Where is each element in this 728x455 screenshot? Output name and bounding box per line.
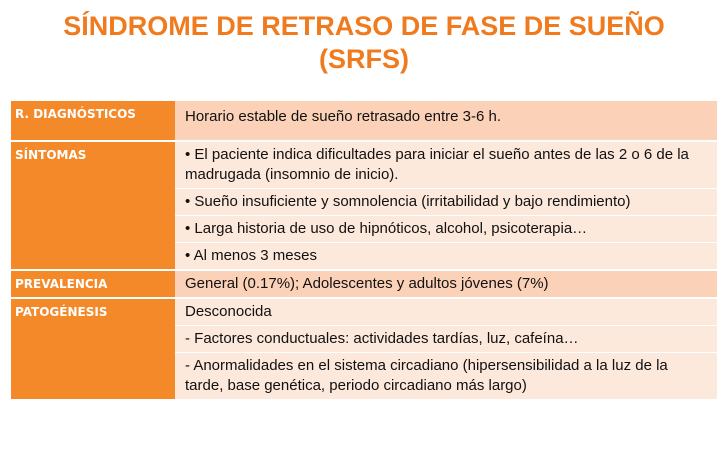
table-row-patogenesis — [11, 298, 717, 400]
row-content — [175, 270, 717, 298]
table-row-diagnosticos — [11, 101, 717, 141]
row-line: - Factores conductuales: actividades tardías, luz, cafeína… — [175, 326, 717, 353]
row-label: R. DIAGNÓSTICOS — [11, 101, 175, 141]
row-line: • El paciente indica dificultades para iniciar el sueño antes de las 2 o 6 de la madrugada (insomnio de inicio). — [175, 142, 717, 189]
row-line: General (0.17%); Adolescentes y adultos jóvenes (7%) — [185, 275, 549, 292]
row-label: SÍNTOMAS — [11, 141, 175, 270]
row-content — [175, 298, 717, 400]
slide-title-line-2: (SRFS) — [319, 44, 409, 74]
row-line: • Sueño insuficiente y somnolencia (irritabilidad y bajo rendimiento) — [175, 189, 717, 216]
row-line: - Anormalidades en el sistema circadiano (hipersensibilidad a la luz de la tarde, base genética, periodo circadiano más largo) — [185, 357, 668, 394]
row-label: PREVALENCIA — [11, 270, 175, 298]
row-line: Horario estable de sueño retrasado entre 3-6 h. — [185, 108, 502, 125]
row-content — [175, 141, 717, 270]
info-table — [11, 101, 717, 401]
row-line: • Larga historia de uso de hipnóticos, alcohol, psicoterapia… — [175, 216, 717, 243]
slide-title — [0, 10, 728, 76]
table-row-sintomas — [11, 141, 717, 270]
slide-title-line-1: SÍNDROME DE RETRASO DE FASE DE SUEÑO — [63, 11, 665, 41]
row-line: Desconocida — [175, 299, 717, 326]
row-content — [175, 101, 717, 141]
row-line: • Al menos 3 meses — [185, 247, 317, 264]
table-row-prevalencia — [11, 270, 717, 298]
row-label: PATOGÉNESIS — [11, 298, 175, 400]
